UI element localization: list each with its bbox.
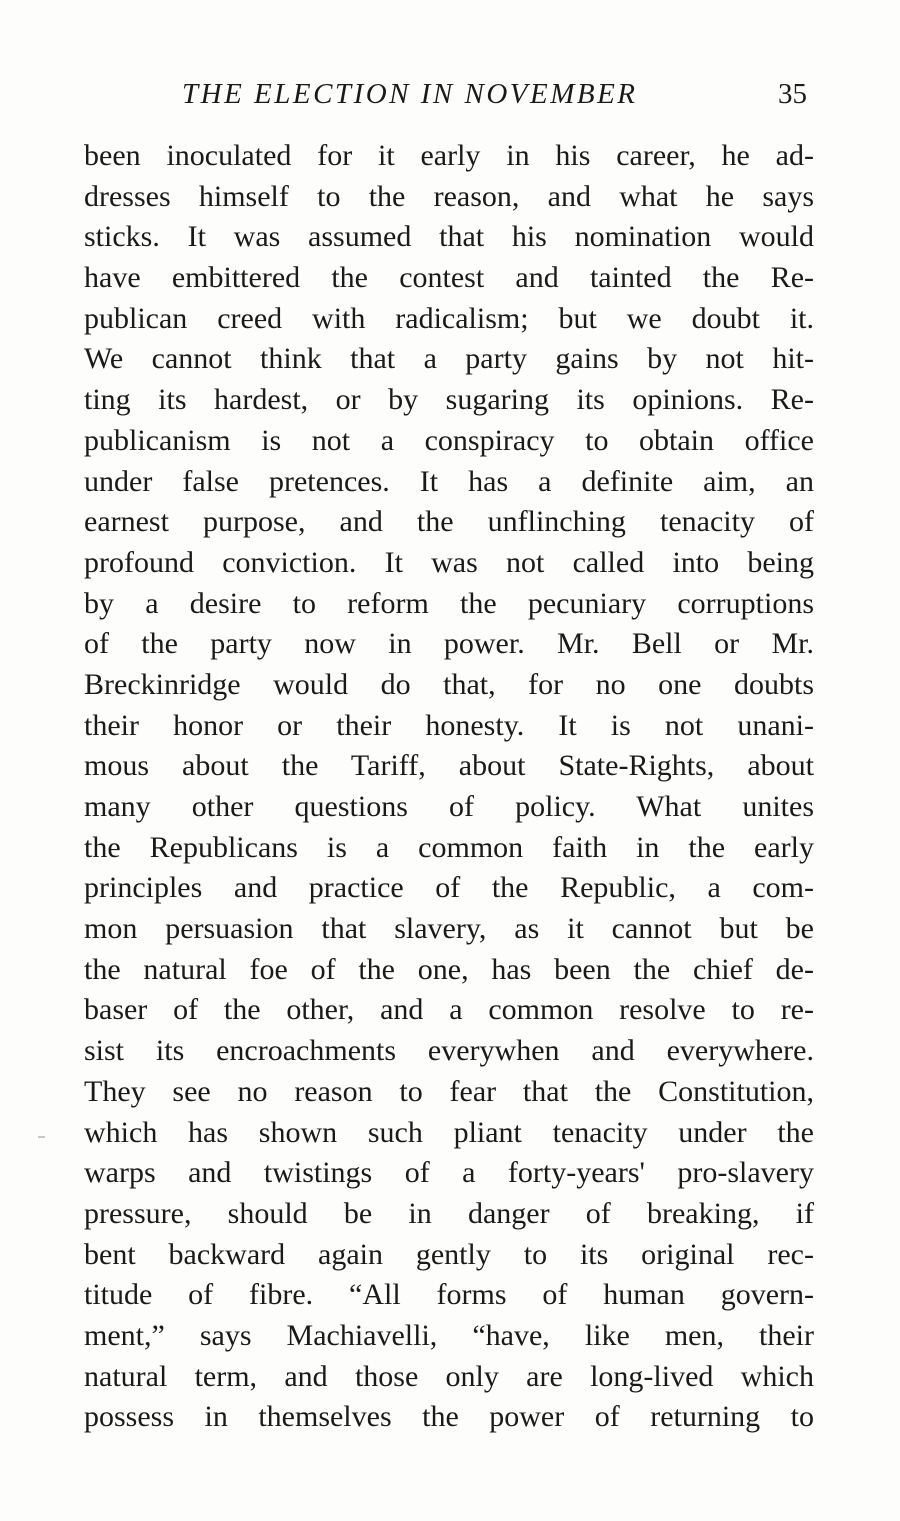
text-line: the natural foe of the one, has been the chief de- xyxy=(84,952,814,986)
text-line: They see no reason to fear that the Constitution, xyxy=(84,1074,814,1108)
text-line: bent backward again gently to its original rec- xyxy=(84,1237,814,1271)
text-line: been inoculated for it early in his career, he ad- xyxy=(84,139,814,172)
text-line: sticks. It was assumed that his nomination would xyxy=(84,220,814,254)
text-line: mon persuasion that slavery, as it cannot but be xyxy=(84,912,814,946)
text-line: possess in themselves the power of returning to xyxy=(84,1400,814,1434)
text-line: sist its encroachments everywhen and everywhere. xyxy=(84,1034,814,1068)
body-text xyxy=(84,136,814,1438)
text-line: publicanism is not a conspiracy to obtain office xyxy=(84,423,814,457)
text-line: ment,” says Machiavelli, “have, like men, their xyxy=(84,1318,814,1352)
text-line: profound conviction. It was not called into being xyxy=(84,545,814,579)
text-line: titude of fibre. “All forms of human govern- xyxy=(84,1278,814,1312)
text-line: mous about the Tariff, about State-Rights, about xyxy=(84,749,814,783)
text-line: dresses himself to the reason, and what he says xyxy=(84,179,814,213)
margin-speck xyxy=(38,1136,45,1138)
text-line: the Republicans is a common faith in the early xyxy=(84,830,814,864)
text-line: principles and practice of the Republic, a com- xyxy=(84,871,814,905)
page-number: 35 xyxy=(778,78,807,110)
text-line: Breckinridge would do that, for no one doubts xyxy=(84,667,814,701)
running-title: THE ELECTION IN NOVEMBER xyxy=(182,78,638,110)
text-line: We cannot think that a party gains by not hit- xyxy=(84,342,814,376)
text-line: baser of the other, and a common resolve to re- xyxy=(84,993,814,1027)
text-line: earnest purpose, and the unflinching tenacity of xyxy=(84,505,814,539)
text-line: their honor or their honesty. It is not unani- xyxy=(84,708,814,742)
text-line: of the party now in power. Mr. Bell or Mr. xyxy=(84,627,814,661)
text-line: pressure, should be in danger of breaking, if xyxy=(84,1196,814,1230)
text-line: warps and twistings of a forty-years' pro-slavery xyxy=(84,1156,814,1190)
text-line: by a desire to reform the pecuniary corruptions xyxy=(84,586,814,620)
text-line: have embittered the contest and tainted the Re- xyxy=(84,261,814,295)
text-line: publican creed with radicalism; but we doubt it. xyxy=(84,301,814,335)
text-line: which has shown such pliant tenacity under the xyxy=(84,1115,814,1149)
text-line: natural term, and those only are long-lived which xyxy=(84,1359,814,1393)
text-line: ting its hardest, or by sugaring its opinions. Re- xyxy=(84,383,814,417)
text-line: under false pretences. It has a definite aim, an xyxy=(84,464,814,498)
running-header xyxy=(80,74,815,114)
text-line: many other questions of policy. What unites xyxy=(84,790,814,823)
